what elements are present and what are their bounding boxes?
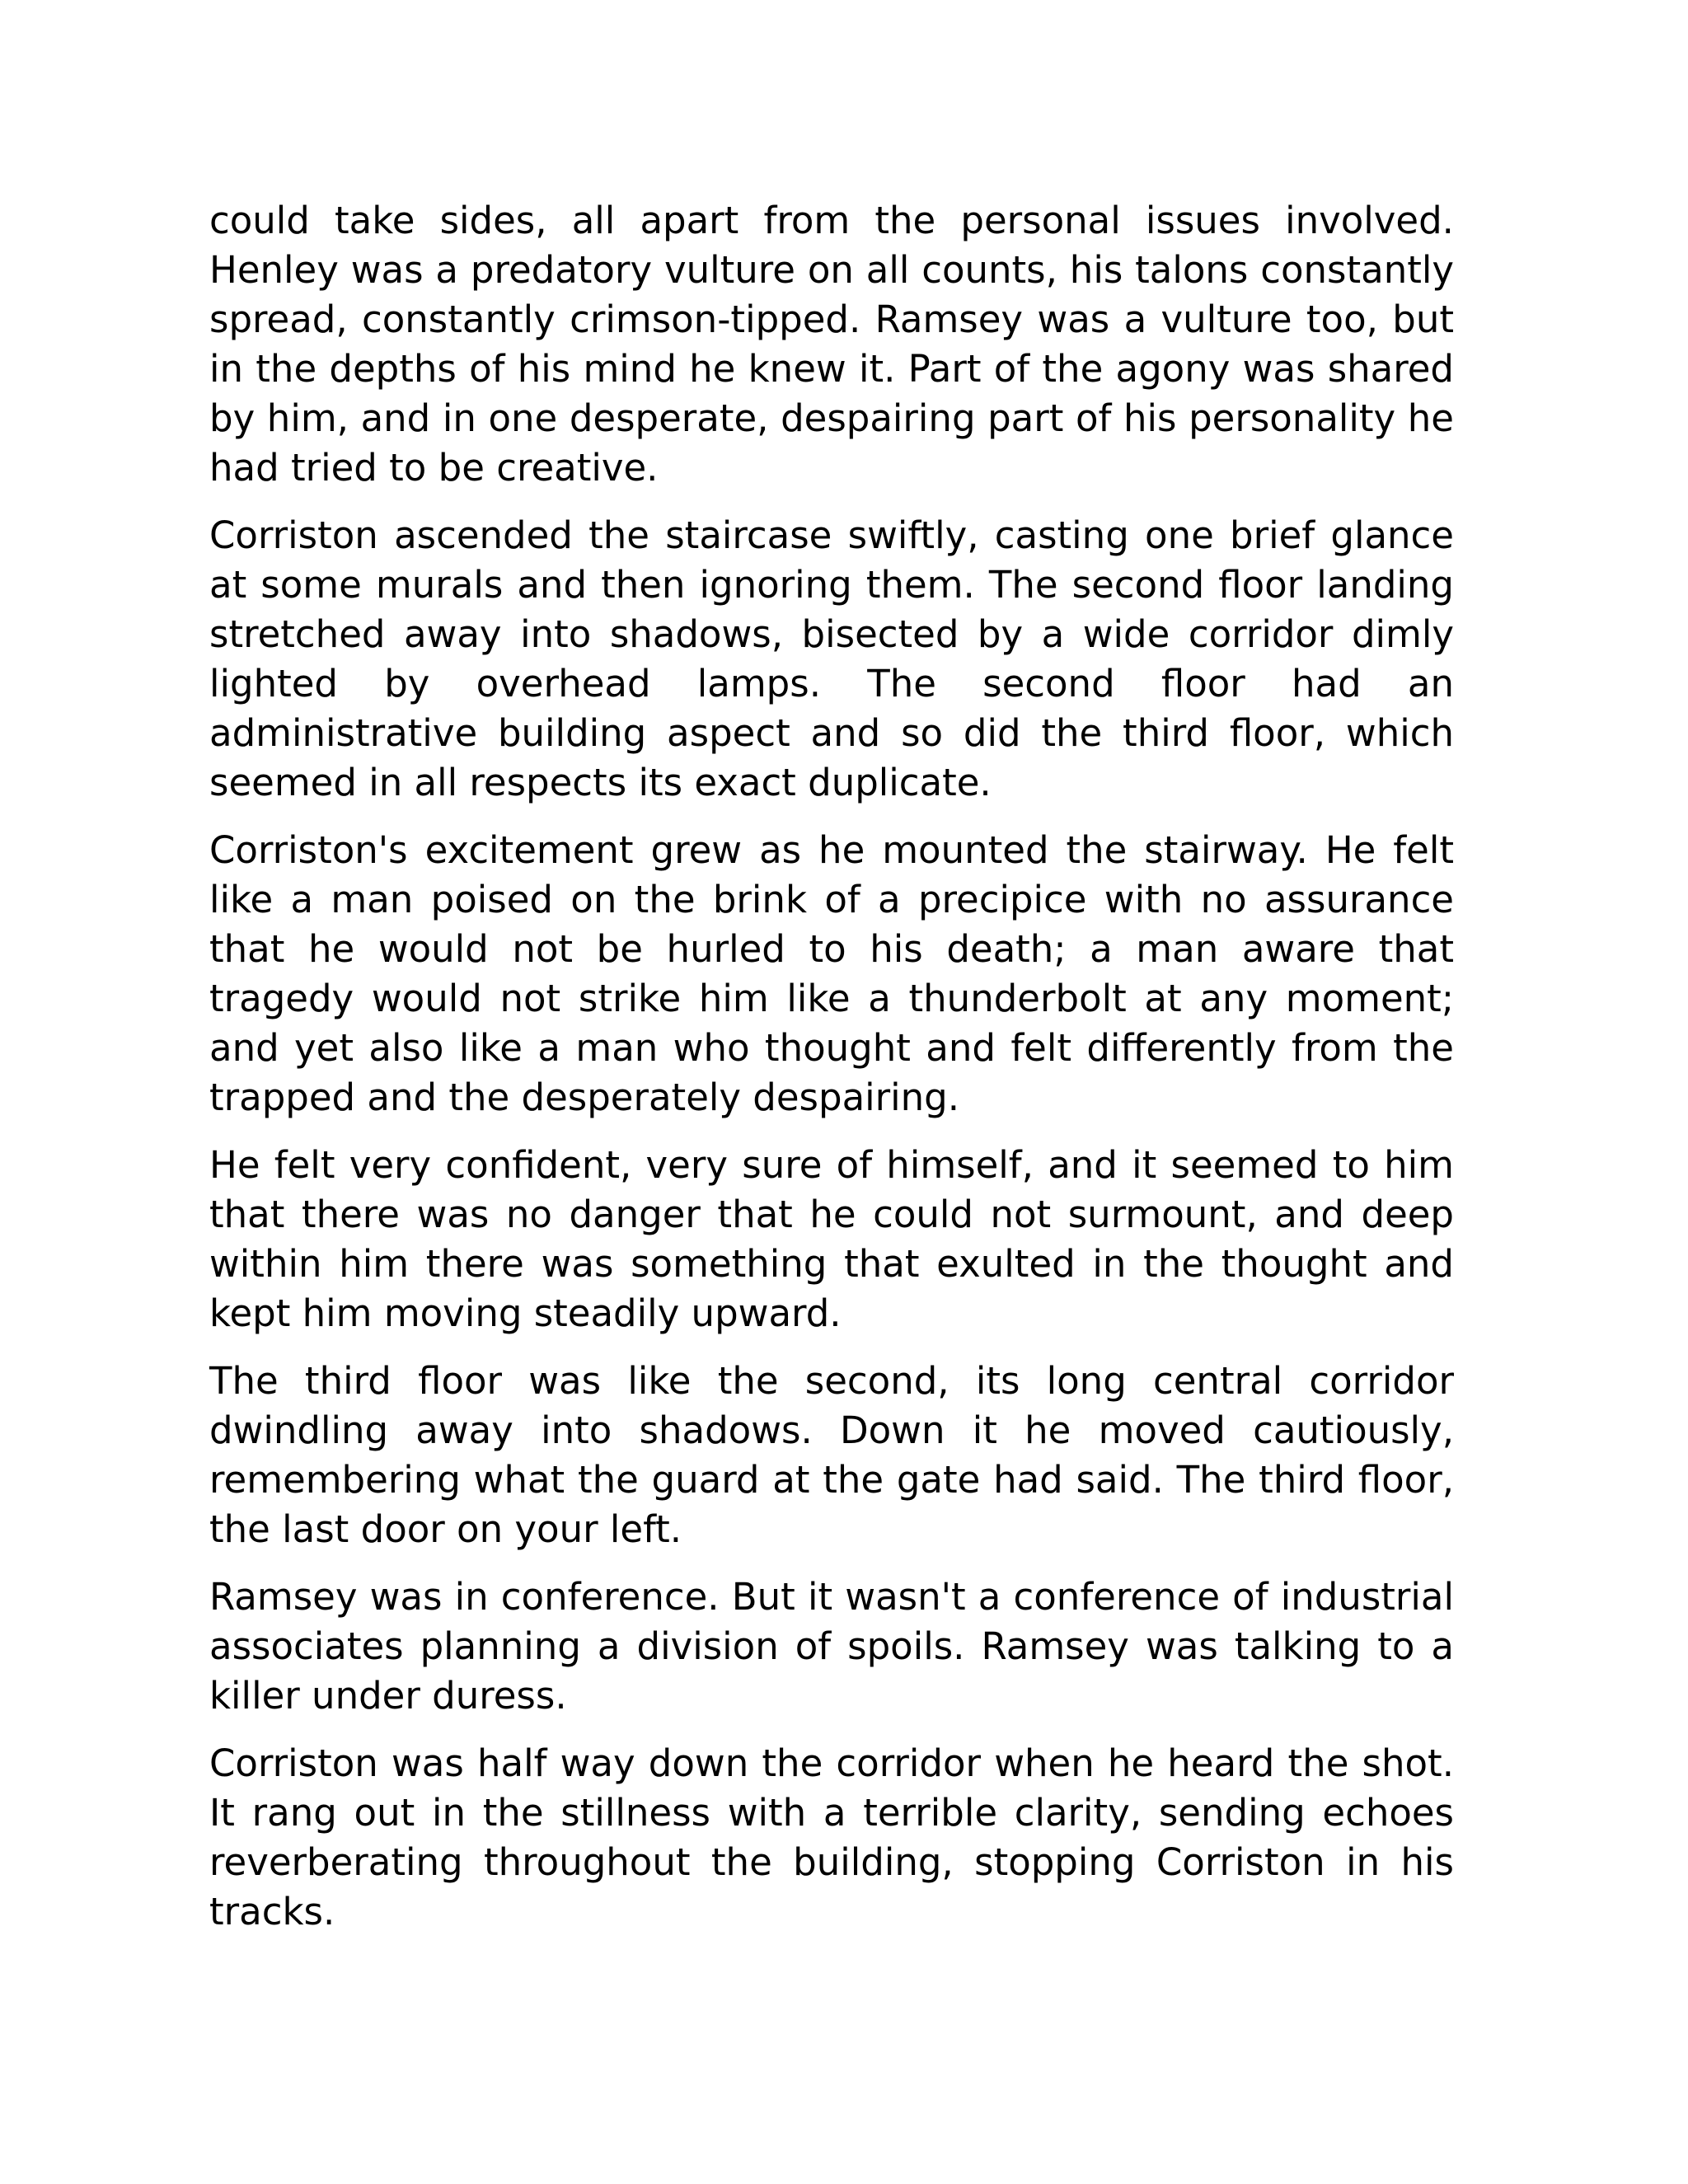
- paragraph-5: The third floor was like the second, its long central corridor dwindling away into shadows. Down it he moved cautiously, remembering what the guard at the gate had said. The third floor, the last door on your left.: [209, 1359, 1454, 1551]
- paragraph-3: Corriston's excitement grew as he mounted the stairway. He felt like a man poised on the brink of a precipice with no assurance that he would not be hurled to his death; a man aware that tragedy would not strike him like a thunderbolt at any moment; and yet also like a man who thought and felt differently from the trapped and the desperately despairing.: [209, 828, 1454, 1119]
- paragraph-1: could take sides, all apart from the personal issues involved. Henley was a predatory vulture on all counts, his talons constantly spread, constantly crimson-tipped. Ramsey was a vulture too, but in the depths of his mind he knew it. Part of the agony was shared by him, and in one desperate, despairing part of his personality he had tried to be creative.: [209, 199, 1454, 490]
- paragraph-6: Ramsey was in conference. But it wasn't a conference of industrial associates planning a division of spoils. Ramsey was talking to a killer under duress.: [209, 1575, 1454, 1718]
- paragraph-2: Corriston ascended the staircase swiftly, casting one brief glance at some murals and then ignoring them. The second floor landing stretched away into shadows, bisected by a wide corridor dimly lighted by overhead lamps. The second floor had an administrative building aspect and so did the third floor, which seemed in all respects its exact duplicate.: [209, 513, 1454, 804]
- body-text: [209, 196, 1454, 1955]
- paragraph-7: Corriston was half way down the corridor when he heard the shot. It rang out in the stillness with a terrible clarity, sending echoes reverberating throughout the building, stopping Corriston in his tracks.: [209, 1741, 1454, 1933]
- paragraph-4: He felt very confident, very sure of himself, and it seemed to him that there was no danger that he could not surmount, and deep within him there was something that exulted in the thought and kept him moving steadily upward.: [209, 1143, 1454, 1335]
